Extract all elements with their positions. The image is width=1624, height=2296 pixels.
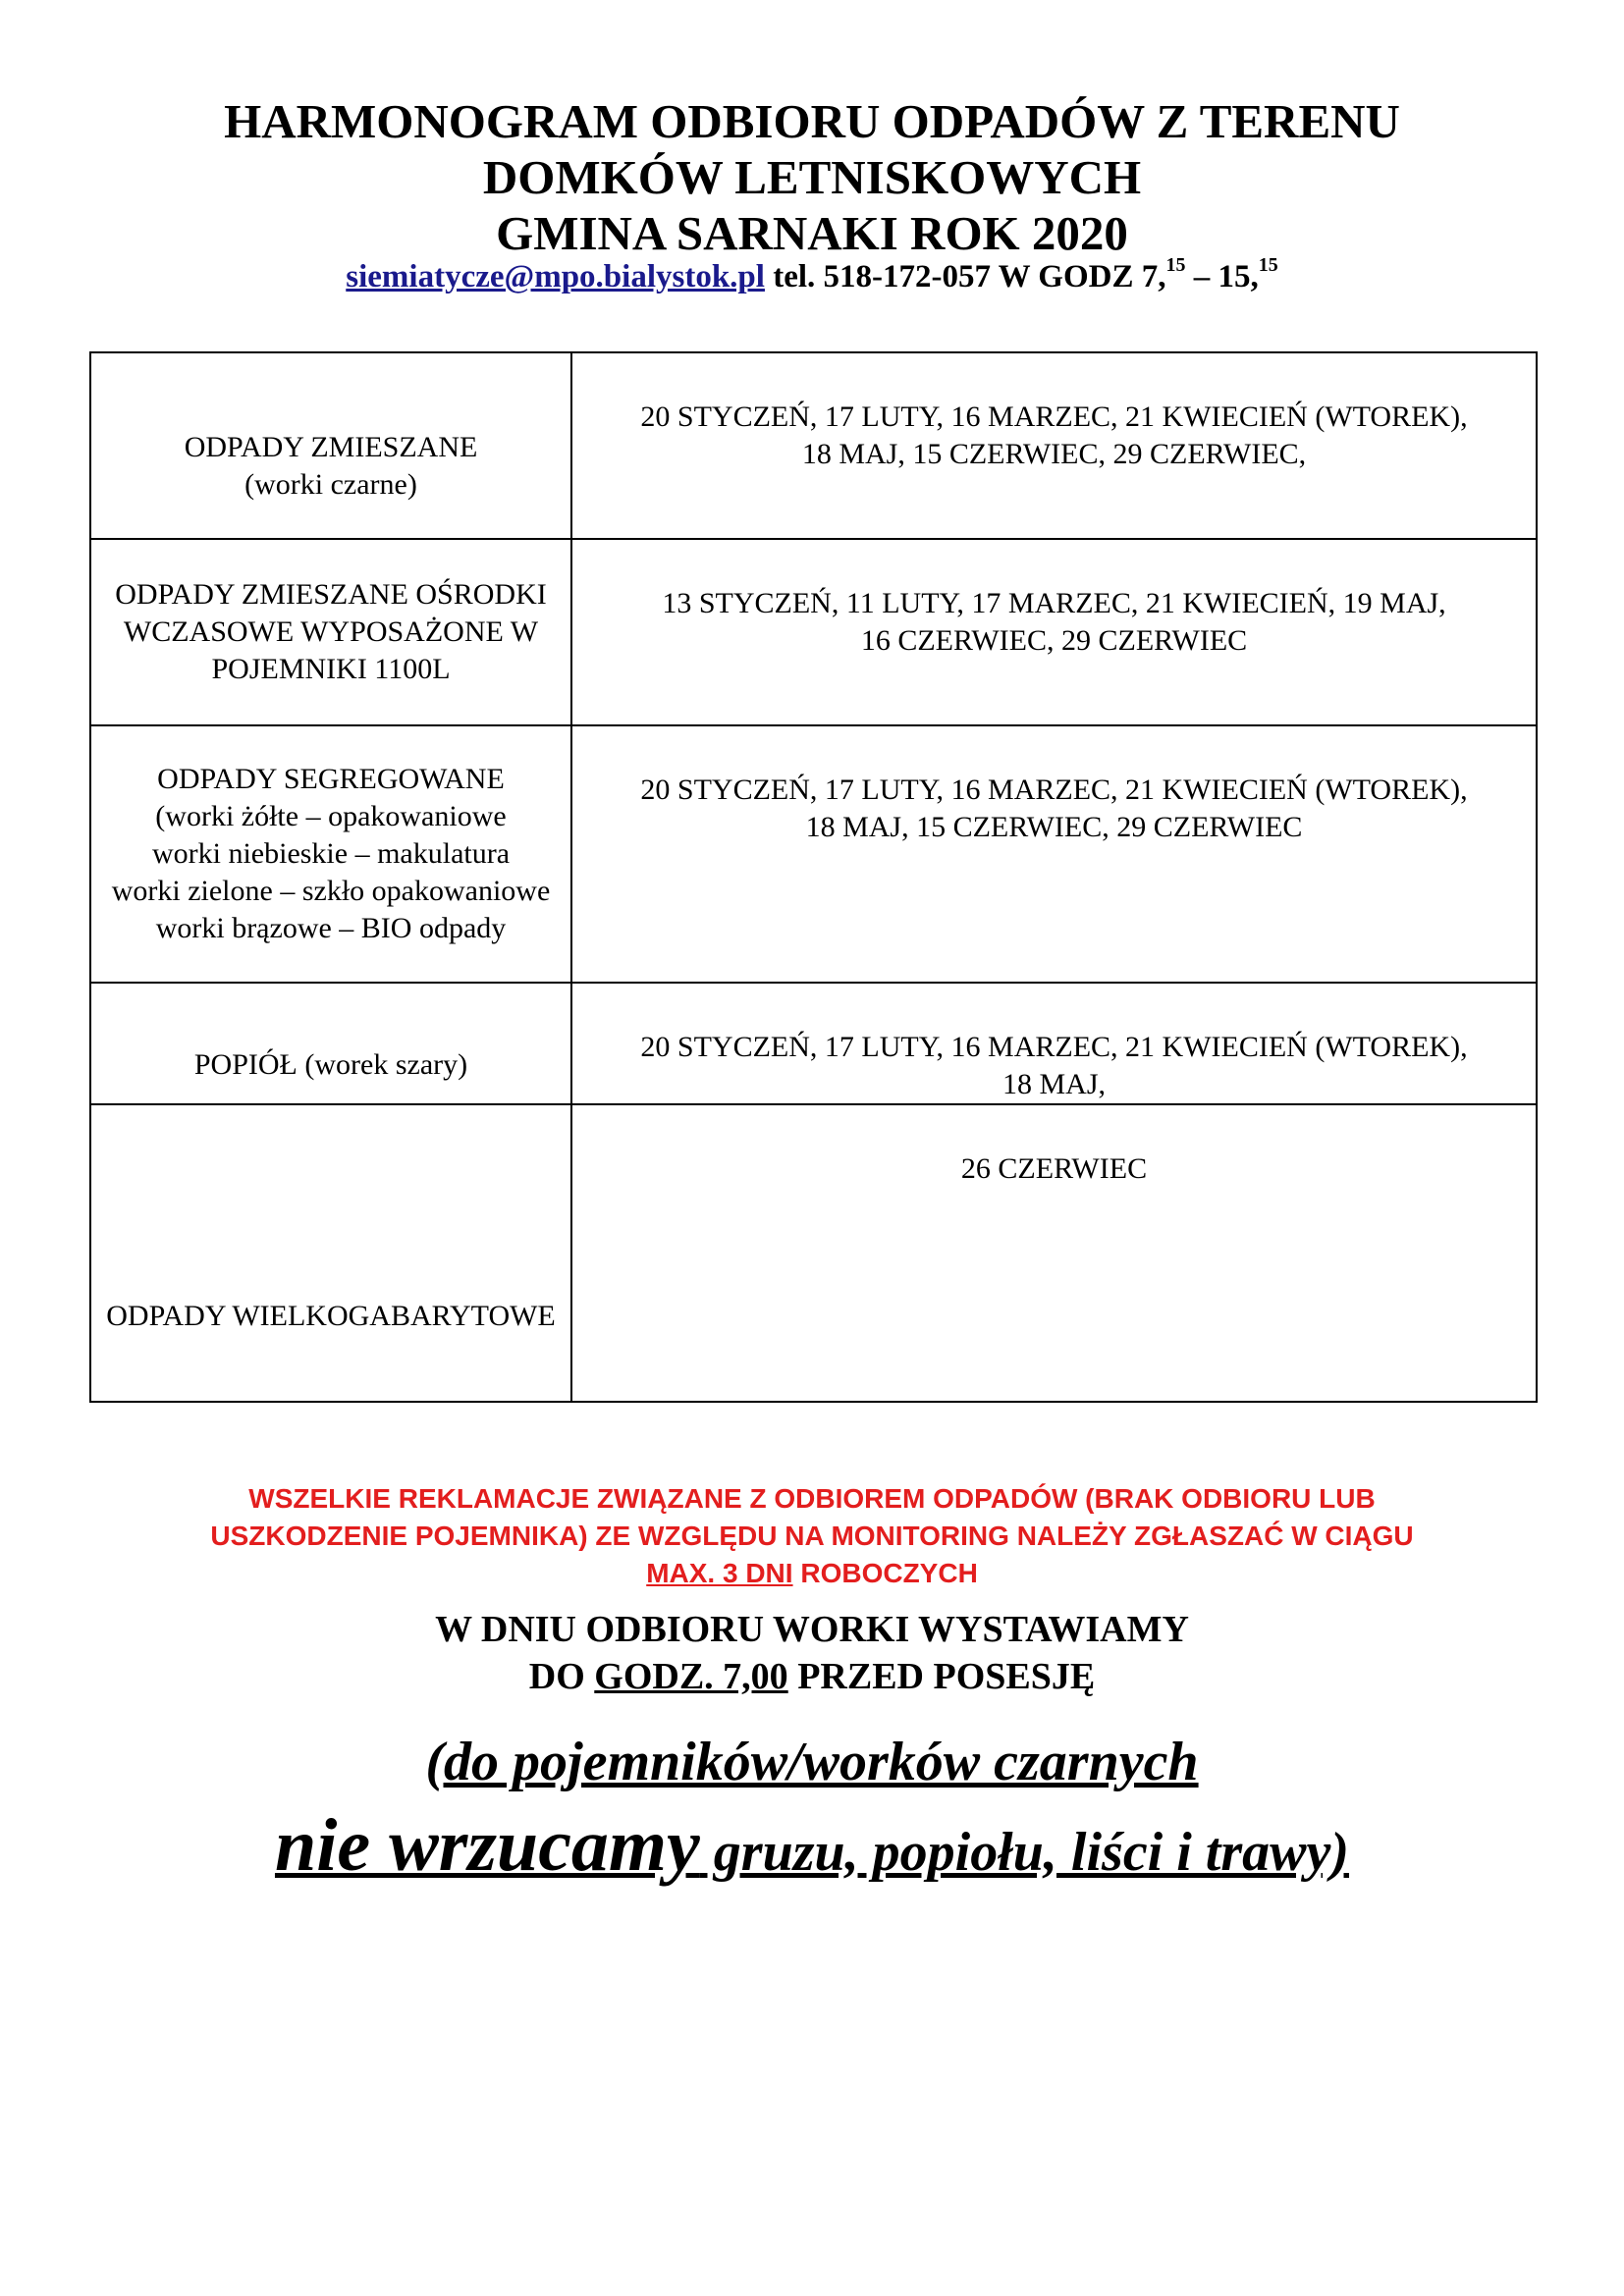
warning-line-2 [0, 1801, 1624, 1896]
collection-dates-line: 26 CZERWIEC [960, 1152, 1148, 1185]
waste-category-cell [90, 983, 571, 1104]
complaints-notice [0, 1480, 1624, 1592]
collection-dates-line: 18 MAJ, 15 CZERWIEC, 29 CZERWIEC, [801, 438, 1307, 470]
notice-deadline: MAX. 3 DNI [646, 1558, 793, 1588]
collection-dates-cell [571, 539, 1537, 725]
waste-category-line: worki zielone – szkło opakowaniowe [111, 875, 551, 907]
collection-dates-cell [571, 983, 1537, 1104]
waste-category-line: ODPADY WIELKOGABARYTOWE [106, 1299, 556, 1332]
collection-dates-line: 20 STYCZEŃ, 17 LUTY, 16 MARZEC, 21 KWIECIEŃ (WTOREK), [640, 774, 1468, 806]
waste-category-line: POJEMNIKI 1100L [211, 653, 451, 685]
hours-superscript-end: 15 [1258, 254, 1278, 276]
contact-line [0, 254, 1624, 295]
waste-category-line: WCZASOWE WYPOSAŻONE W [123, 615, 539, 648]
phone-text: tel. 518-172-057 W GODZ 7, [764, 259, 1166, 294]
collection-dates-cell [571, 725, 1537, 983]
email-link[interactable]: siemiatycze@mpo.bialystok.pl [346, 259, 765, 294]
collection-dates-line: 18 MAJ, 15 CZERWIEC, 29 CZERWIEC [805, 811, 1303, 843]
schedule-table [89, 351, 1538, 1403]
waste-category-cell [90, 352, 571, 539]
title-line-1: HARMONOGRAM ODBIORU ODPADÓW Z TERENU [224, 94, 1400, 148]
notice-line-1: WSZELKIE REKLAMACJE ZWIĄZANE Z ODBIOREM ODPADÓW (BRAK ODBIORU LUB [248, 1483, 1376, 1514]
document-title [0, 93, 1624, 261]
schedule-row [90, 725, 1537, 983]
waste-category-cell [90, 1104, 571, 1402]
waste-category-line: (worki czarne) [244, 468, 417, 501]
title-line-2: DOMKÓW LETNISKOWYCH [482, 150, 1142, 204]
schedule-row [90, 539, 1537, 725]
waste-category-line: (worki żółte – opakowaniowe [155, 800, 507, 832]
notice-line-2: USZKODZENIE POJEMNIKA) ZE WZGLĘDU NA MONITORING NALEŻY ZGŁASZAĆ W CIĄGU [210, 1521, 1414, 1551]
collection-note-line-2 [0, 1653, 1624, 1700]
collection-time: GODZ. 7,00 [594, 1656, 788, 1697]
collection-dates-cell [571, 352, 1537, 539]
waste-category-cell [90, 725, 571, 983]
waste-category-line: ODPADY ZMIESZANE [184, 431, 478, 463]
collection-note-suffix: PRZED POSESJĘ [787, 1656, 1096, 1697]
warning-emphasis: nie wrzucamy [274, 1804, 700, 1887]
waste-category-line: worki niebieskie – makulatura [151, 837, 511, 870]
collection-time-note [0, 1606, 1624, 1700]
collection-dates-line: 20 STYCZEŃ, 17 LUTY, 16 MARZEC, 21 KWIECIEŃ (WTOREK), [640, 400, 1468, 433]
waste-category-line: ODPADY ZMIESZANE OŚRODKI [115, 578, 547, 611]
schedule-row [90, 352, 1537, 539]
warning-line-1: (do pojemników/worków czarnych [425, 1732, 1199, 1792]
collection-dates-line: 16 CZERWIEC, 29 CZERWIEC [860, 624, 1248, 657]
hours-superscript-start: 15 [1165, 254, 1186, 276]
schedule-row [90, 983, 1537, 1104]
title-line-3: GMINA SARNAKI ROK 2020 [496, 206, 1128, 260]
waste-category-line: POPIÓŁ (worek szary) [193, 1048, 468, 1081]
collection-note-prefix: DO [528, 1656, 595, 1697]
waste-category-line: ODPADY SEGREGOWANE [157, 763, 505, 795]
waste-category-cell [90, 539, 571, 725]
collection-dates-line: 13 STYCZEŃ, 11 LUTY, 17 MARZEC, 21 KWIECIEŃ, 19 MAJ, [662, 587, 1446, 619]
warning-line-2-rest: gruzu, popiołu, liści i trawy) [699, 1822, 1350, 1883]
hours-dash: – 15, [1185, 259, 1259, 294]
collection-dates-line: 18 MAJ, [1001, 1068, 1106, 1100]
collection-dates-line: 20 STYCZEŃ, 17 LUTY, 16 MARZEC, 21 KWIECIEŃ (WTOREK), [640, 1031, 1468, 1063]
collection-dates-cell [571, 1104, 1537, 1402]
notice-line-3-rest: ROBOCZYCH [792, 1558, 978, 1588]
disposal-warning [0, 1723, 1624, 1896]
schedule-row [90, 1104, 1537, 1402]
notice-line-3 [0, 1555, 1624, 1592]
collection-note-line-1: W DNIU ODBIORU WORKI WYSTAWIAMY [435, 1609, 1189, 1650]
waste-category-line: worki brązowe – BIO odpady [155, 912, 507, 944]
